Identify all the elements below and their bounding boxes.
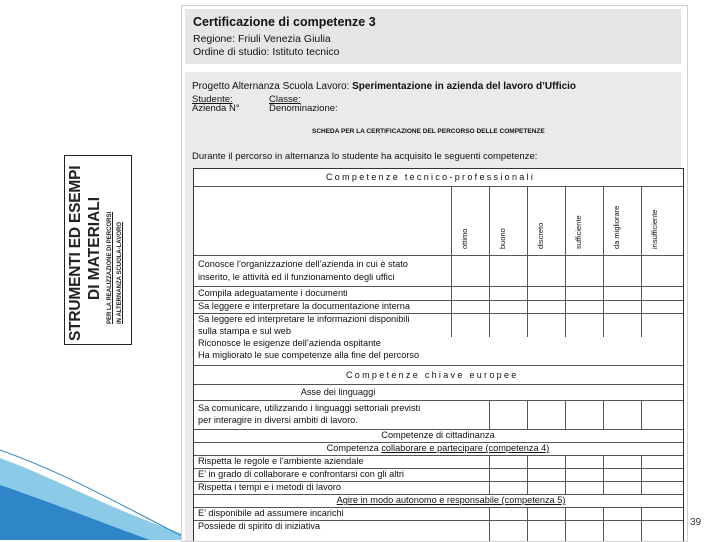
tech-row: Sa leggere e interpretare la documentazione interna (198, 301, 410, 311)
document-title: Certificazione di competenze 3 (193, 15, 376, 29)
row-divider (194, 286, 683, 287)
collab-heading (327, 443, 550, 453)
rating-column-line (565, 455, 566, 494)
rating-column-line (489, 186, 490, 337)
collab-row: Rispetta le regole e l’ambiente aziendale (198, 456, 364, 466)
tech-row: Compila adeguatamente i documenti (198, 288, 348, 298)
side-label-line2: DI MATERIALI (86, 196, 103, 300)
asse-linguaggi: Asse dei linguaggi (300, 387, 376, 397)
side-label-line4: IN ALTERNANZA SCUOLA-LAVORO (117, 222, 123, 324)
scheda-title: SCHEDA PER LA CERTIFICAZIONE DEL PERCORSO DELLE COMPETENZE (312, 128, 545, 135)
denominazione-label: Denominazione: (269, 103, 338, 114)
rating-column-line (565, 507, 566, 542)
rating-column-line (565, 186, 566, 337)
table-divider (194, 186, 683, 187)
collab-prefix: Competenza (326, 443, 382, 453)
rating-column-line (641, 507, 642, 542)
rating-column-line (451, 186, 452, 337)
competence-table (193, 168, 684, 542)
azienda-label: Azienda N° (192, 103, 240, 114)
rating-column-line (641, 186, 642, 337)
section-divider (194, 384, 683, 385)
tech-row: sulla stampa e sul web (198, 326, 291, 336)
section-divider (194, 365, 683, 366)
ling-row: Sa comunicare, utilizzando i linguaggi settoriali previsti (198, 403, 421, 413)
rating-column-line (641, 455, 642, 494)
collab-row: Rispetta i tempi e i metodi di lavoro (198, 482, 341, 492)
rating-column-line (489, 455, 490, 494)
section-chiave-europee: Competenze chiave europee (346, 370, 519, 380)
row-divider (194, 255, 683, 256)
side-label-rotated (65, 156, 131, 344)
side-label-line1: STRUMENTI ED ESEMPI (67, 165, 84, 341)
intro-text: Durante il percorso in alternanza lo studente ha acquisito le seguenti competenze: (192, 151, 538, 162)
cittadinanza-heading: Competenze di cittadinanza (381, 430, 495, 440)
classe-label: Classe: (269, 94, 301, 105)
rating-header-discreto: discreto (536, 222, 545, 249)
rating-column-line (603, 455, 604, 494)
autonomo-heading: Agire in modo autonomo e responsabile (competenza 5) (336, 495, 566, 505)
rating-header-buono: buono (498, 228, 507, 249)
rating-column-line (527, 455, 528, 494)
collab-row: E’ in grado di collaborare e confrontarsi con gli altri (198, 469, 404, 479)
tech-row: Sa leggere ed interpretare le informazioni disponibili (198, 314, 410, 324)
rating-column-line (527, 186, 528, 337)
tech-row: Conosce l’organizzazione dell’azienda in cui è stato (198, 259, 408, 269)
ordine-line: Ordine di studio: Istituto tecnico (193, 46, 340, 58)
rating-column-line (565, 400, 566, 429)
rating-header-insufficiente: insufficiente (650, 209, 659, 249)
progetto-value: Sperimentazione in azienda del lavoro d’Ufficio (352, 81, 577, 92)
rating-header-ottimo: ottimo (460, 228, 469, 249)
auto-row: E’ disponibile ad assumere incarichi (198, 508, 344, 518)
tech-row: Ha migliorato le sue competenze alla fine del percorso (198, 350, 420, 360)
rating-column-line (603, 400, 604, 429)
rating-column-line (603, 186, 604, 337)
decorative-swoosh (0, 440, 200, 540)
regione-line: Regione: Friuli Venezia Giulia (193, 33, 331, 45)
rating-column-line (603, 507, 604, 542)
certification-form (185, 72, 681, 541)
side-label-box (64, 155, 132, 345)
progetto-line (192, 81, 576, 92)
studente-label: Studente: (192, 94, 233, 105)
tech-row: Riconosce le esigenze dell’azienda ospitante (198, 338, 381, 348)
row-divider (194, 400, 683, 401)
ling-row: per interagire in diversi ambiti di lavoro. (198, 415, 358, 425)
rating-column-line (641, 400, 642, 429)
document-header (185, 9, 681, 64)
collab-title: collaborare e partecipare (competenza 4) (381, 443, 550, 453)
page-number: 39 (690, 517, 702, 528)
document-page (181, 5, 688, 542)
rating-header-sufficiente: sufficiente (574, 215, 583, 249)
section-tecnico-professionali: Competenze tecnico-professionali (326, 172, 536, 182)
progetto-label: Progetto Alternanza Scuola Lavoro: (192, 81, 353, 92)
rating-column-line (527, 507, 528, 542)
rating-column-line (489, 507, 490, 542)
rating-column-line (489, 400, 490, 429)
rating-column-line (527, 400, 528, 429)
rating-header-da-migliorare: da migliorare (612, 205, 621, 249)
side-label-line3: PER LA REALIZZAZIONE DI PERCORSI (107, 211, 113, 324)
tech-row: inserito, le attività ed il funzionamento degli uffici (198, 272, 395, 282)
auto-row: Possiede di spirito di iniziativa (198, 521, 321, 531)
